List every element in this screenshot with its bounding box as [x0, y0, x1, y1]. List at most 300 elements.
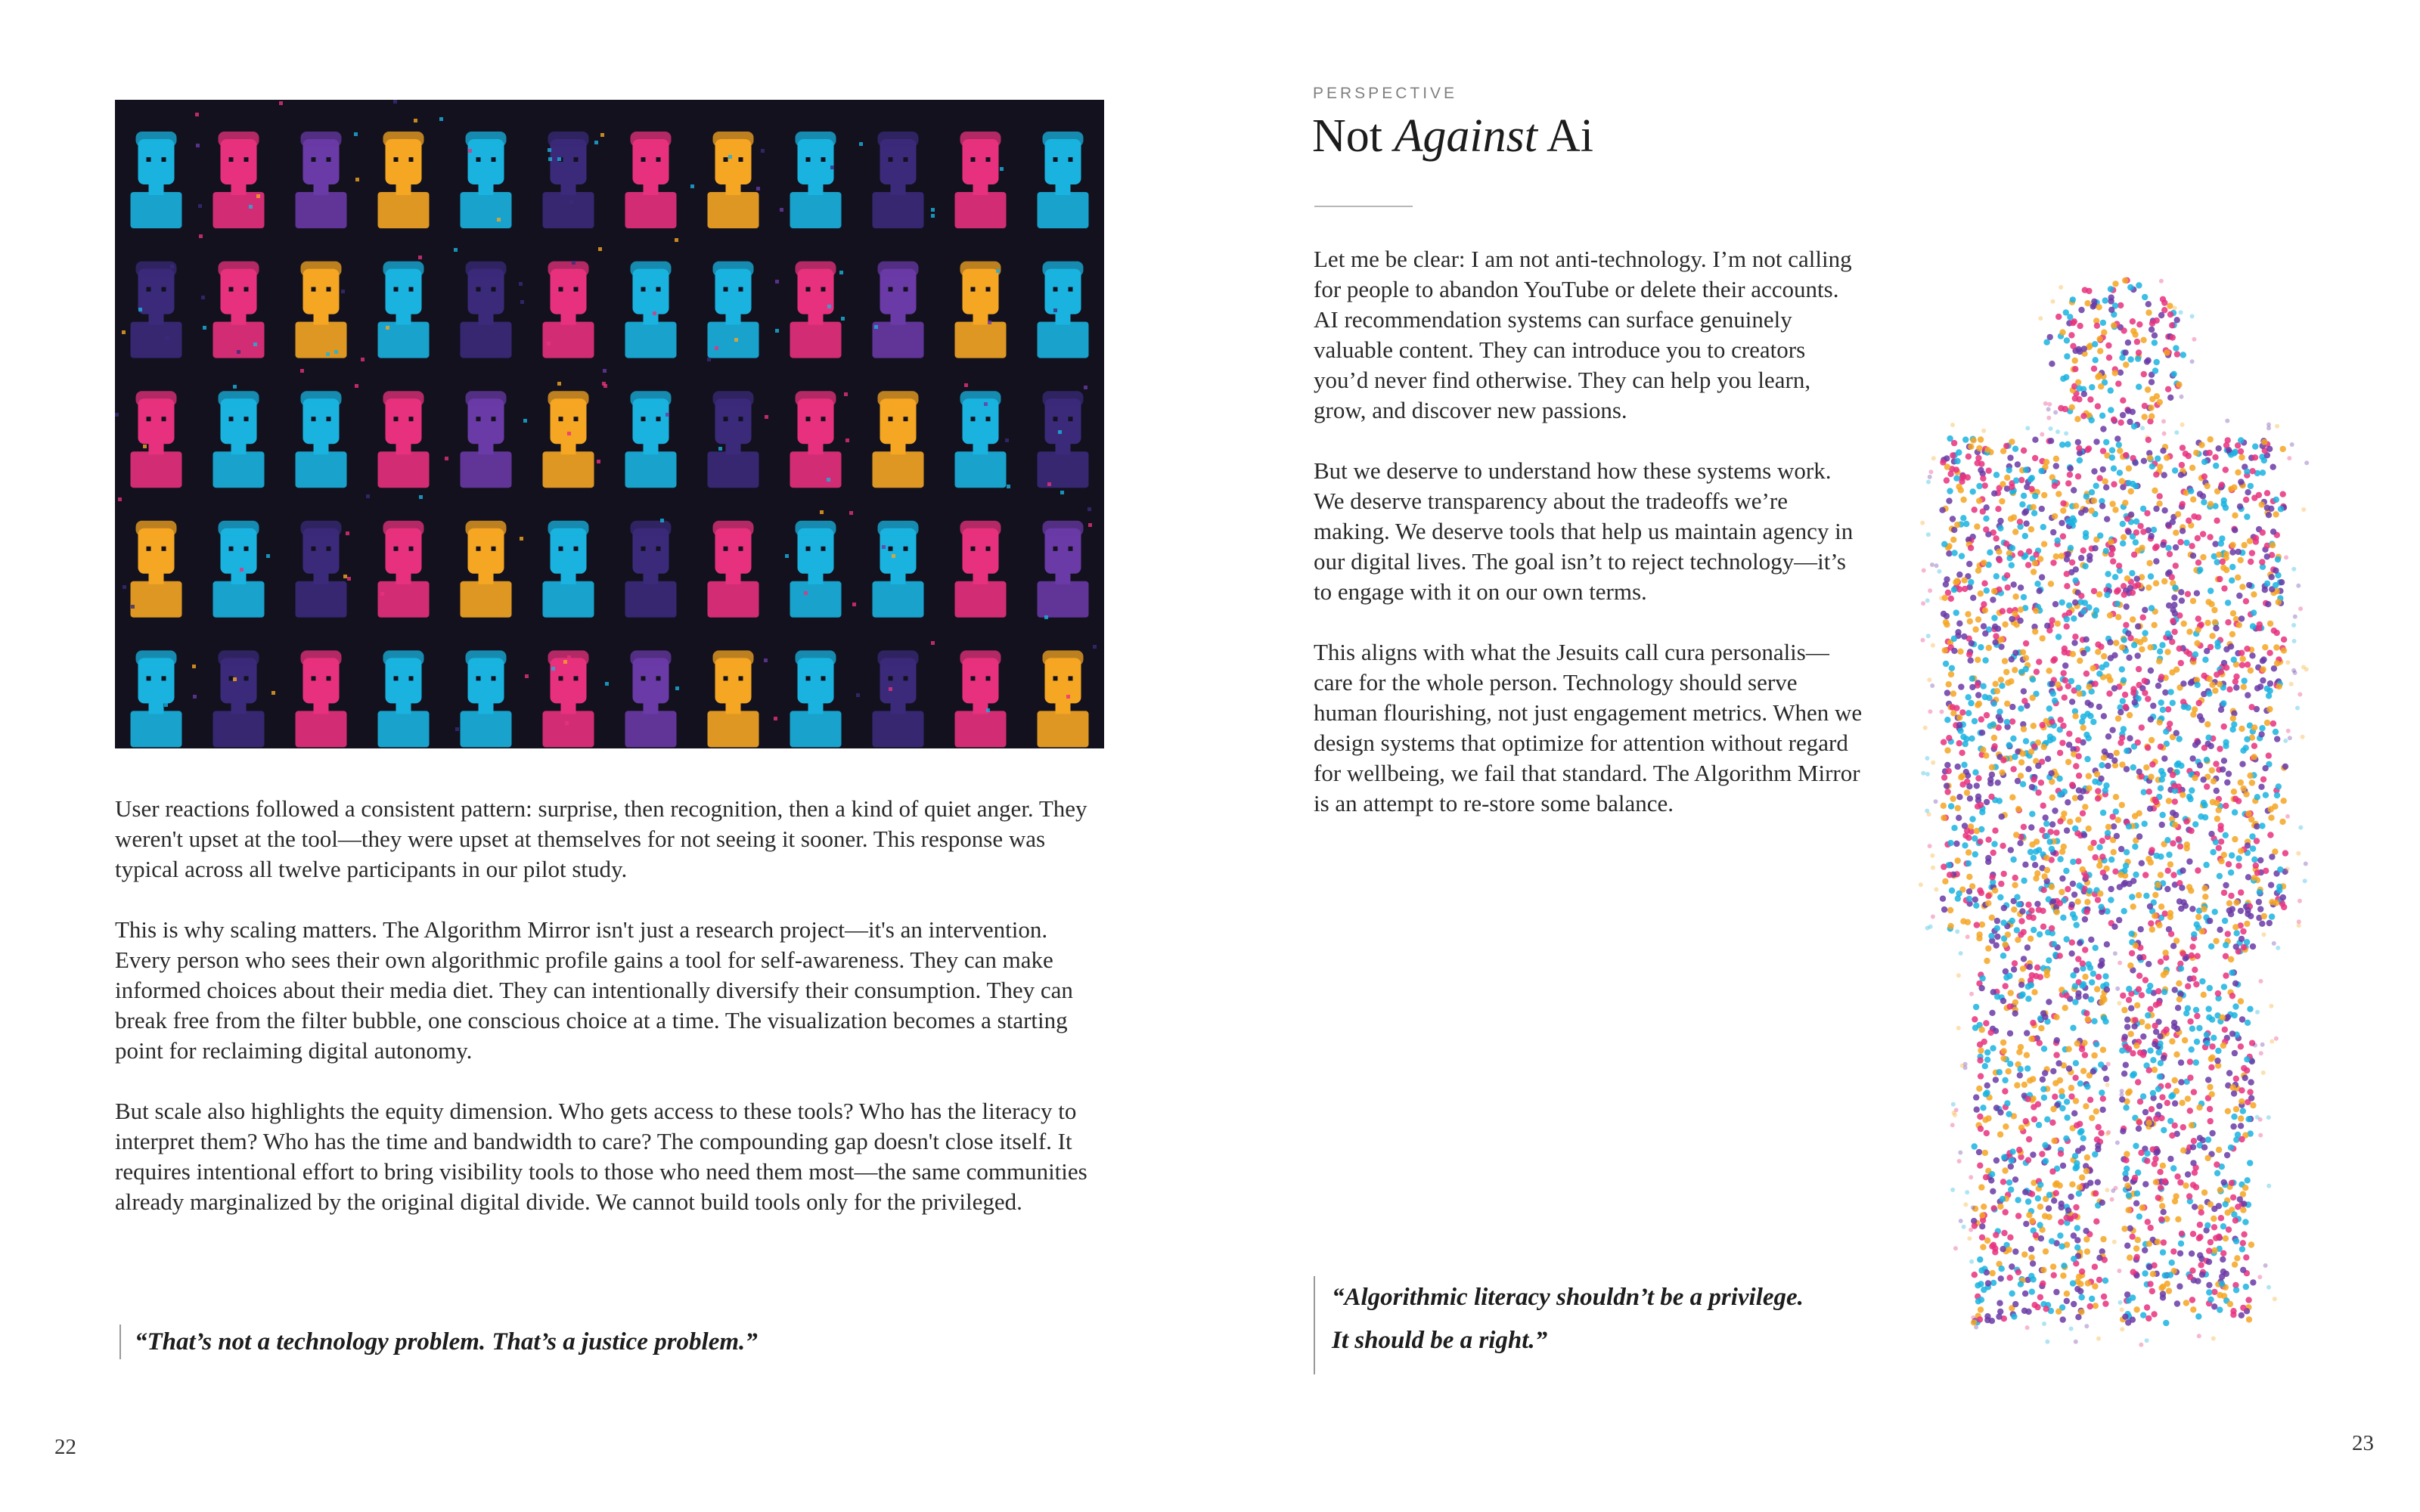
figure-dot	[2047, 733, 2053, 739]
figure-dot	[2142, 677, 2148, 683]
figure-dot	[2182, 1037, 2188, 1043]
figure-dot	[2118, 1300, 2123, 1305]
figure-dot	[2049, 1120, 2055, 1126]
figure-dot	[1942, 595, 1948, 601]
figure-dot	[2183, 818, 2189, 824]
figure-dot	[2189, 953, 2195, 959]
figure-dot	[2077, 457, 2083, 463]
figure-dot	[2160, 542, 2166, 548]
figure-dot	[2176, 981, 2182, 987]
figure-dot	[2089, 417, 2095, 423]
figure-dot	[2170, 840, 2176, 846]
figure-dot	[1966, 783, 1972, 789]
figure-dot	[2052, 513, 2058, 519]
figure-dot	[2043, 820, 2049, 826]
figure-dot	[2152, 1067, 2158, 1073]
figure-dot	[2190, 497, 2196, 503]
figure-dot	[2122, 500, 2128, 506]
figure-dot	[2064, 337, 2070, 343]
figure-dot	[2207, 450, 2213, 456]
figure-dot	[2208, 943, 2214, 950]
figure-dot	[2291, 668, 2296, 673]
figure-dot	[2036, 906, 2042, 912]
figure-dot	[2057, 1077, 2063, 1083]
figure-dot	[2050, 1106, 2056, 1112]
figure-dot	[2114, 435, 2121, 442]
avatar-portrait	[873, 391, 924, 488]
sparkle-dot	[603, 384, 607, 388]
figure-dot	[2295, 706, 2300, 711]
figure-dot	[2018, 918, 2024, 924]
left-paragraph-1: User reactions followed a consistent pattern: surprise, then recognition, then a kind of quiet anger. They weren't upset at the tool—they were upset at themselves for not seeing it sooner. This response was typical across all twelve participants in our pilot study.	[115, 795, 1087, 882]
avatar-portrait	[873, 521, 924, 618]
figure-dot	[1985, 1280, 1991, 1286]
figure-dot	[2016, 1147, 2022, 1153]
avatar-portrait	[955, 391, 1007, 488]
figure-dot	[2143, 764, 2149, 770]
figure-dot	[1981, 581, 1987, 587]
figure-dot	[2196, 1105, 2202, 1111]
figure-dot	[2153, 1002, 2159, 1008]
figure-dot	[1944, 782, 1950, 789]
figure-dot	[2008, 1187, 2014, 1193]
figure-dot	[2206, 1005, 2212, 1012]
figure-dot	[2172, 798, 2178, 804]
figure-dot	[2024, 1052, 2030, 1058]
figure-dot	[2218, 838, 2224, 844]
avatar-portrait	[790, 132, 842, 228]
figure-dot	[1982, 1063, 1988, 1069]
figure-dot	[2098, 1130, 2104, 1136]
figure-dot	[2138, 926, 2144, 932]
figure-dot	[2123, 1176, 2129, 1182]
figure-dot	[2148, 573, 2154, 579]
figure-dot	[2223, 942, 2229, 948]
figure-dot	[2052, 482, 2058, 488]
figure-dot	[1981, 429, 1986, 433]
figure-dot	[2209, 1130, 2215, 1136]
figure-dot	[2196, 1025, 2202, 1031]
figure-dot	[1959, 553, 1965, 559]
figure-dot	[2057, 1232, 2063, 1238]
figure-dot	[2163, 1320, 2169, 1326]
figure-dot	[2107, 639, 2113, 645]
figure-dot	[2072, 826, 2078, 832]
figure-dot	[2238, 1098, 2245, 1105]
figure-dot	[1977, 838, 1983, 844]
figure-dot	[2120, 1307, 2124, 1312]
figure-dot	[2194, 590, 2200, 596]
figure-dot	[2214, 800, 2220, 806]
figure-dot	[2220, 767, 2226, 773]
sparkle-dot	[931, 214, 935, 218]
figure-dot	[2077, 323, 2083, 329]
figure-dot	[2201, 800, 2207, 806]
figure-dot	[2248, 668, 2254, 674]
figure-dot	[2167, 720, 2173, 727]
figure-dot	[1972, 851, 1978, 857]
figure-dot	[1962, 1225, 1966, 1229]
figure-dot	[2304, 460, 2309, 465]
sparkle-dot	[660, 519, 664, 522]
figure-dot	[2108, 307, 2114, 313]
figure-dot	[2018, 993, 2024, 999]
figure-dot	[2040, 722, 2046, 728]
figure-dot	[2118, 370, 2124, 376]
figure-dot	[2005, 680, 2011, 686]
figure-dot	[2262, 765, 2268, 771]
figure-dot	[1991, 743, 1997, 749]
figure-dot	[1968, 579, 1974, 585]
figure-dot	[1995, 506, 2001, 512]
figure-dot	[2059, 1088, 2065, 1094]
figure-dot	[1965, 773, 1971, 779]
figure-dot	[2153, 506, 2159, 512]
figure-dot	[1983, 752, 1989, 758]
figure-dot	[2030, 1276, 2036, 1282]
avatar-portrait	[461, 132, 512, 228]
figure-dot	[2230, 610, 2236, 616]
figure-dot	[2207, 534, 2213, 540]
figure-dot	[1944, 576, 1950, 582]
figure-dot	[2167, 914, 2173, 920]
right-paragraph-3: This aligns with what the Jesuits call cura personalis—care for the whole person. Technology should serve human flourishing, not just engagement metrics. When we design systems that optimize for attention without regard for wellbeing, we fail that standard. The Algorithm Mirror is an attempt to re-store some balance.	[1314, 639, 1863, 816]
figure-dot	[2080, 810, 2086, 816]
figure-dot	[1956, 572, 1962, 578]
figure-dot	[2134, 1191, 2140, 1197]
figure-dot	[2198, 813, 2204, 820]
figure-dot	[2149, 761, 2155, 767]
figure-dot	[2049, 681, 2055, 687]
title-rule	[1314, 206, 1413, 207]
sparkle-dot	[820, 510, 824, 514]
figure-dot	[2238, 479, 2244, 485]
figure-dot	[2023, 738, 2029, 744]
figure-dot	[2185, 983, 2191, 989]
figure-dot	[2106, 1062, 2111, 1067]
figure-dot	[1930, 854, 1934, 858]
figure-dot	[2259, 501, 2265, 507]
figure-dot	[1955, 629, 1961, 635]
figure-dot	[1954, 522, 1960, 528]
figure-dot	[2086, 773, 2092, 779]
figure-dot	[2145, 1120, 2152, 1126]
figure-dot	[2197, 1334, 2201, 1338]
figure-dot	[2105, 571, 2111, 577]
figure-dot	[2009, 656, 2015, 662]
figure-dot	[2224, 779, 2230, 785]
sparkle-dot	[839, 271, 843, 274]
sparkle-dot	[249, 205, 253, 209]
figure-dot	[2214, 518, 2220, 524]
figure-dot	[2211, 1337, 2216, 1341]
figure-dot	[1998, 1275, 2004, 1281]
figure-dot	[2190, 553, 2196, 559]
figure-dot	[2173, 730, 2180, 736]
figure-dot	[2139, 724, 2145, 730]
figure-dot	[2140, 506, 2146, 512]
figure-dot	[2043, 1248, 2049, 1254]
figure-dot	[2087, 1097, 2093, 1103]
figure-dot	[2145, 696, 2151, 702]
figure-dot	[2172, 584, 2178, 590]
figure-dot	[2103, 1076, 2109, 1082]
figure-dot	[2190, 1306, 2196, 1312]
figure-dot	[2022, 1290, 2028, 1297]
figure-dot	[2095, 1146, 2101, 1152]
figure-dot	[2082, 804, 2088, 810]
figure-dot	[2030, 677, 2036, 683]
figure-dot	[2242, 1185, 2248, 1191]
figure-dot	[1974, 1107, 1980, 1113]
figure-dot	[2204, 1155, 2211, 1161]
figure-dot	[2075, 858, 2081, 864]
figure-dot	[2096, 1124, 2102, 1130]
figure-dot	[2102, 973, 2108, 979]
figure-dot	[2282, 850, 2288, 856]
figure-dot	[2132, 1017, 2138, 1023]
figure-dot	[2100, 810, 2106, 816]
figure-dot	[2054, 909, 2060, 915]
figure-dot	[2121, 1225, 2127, 1232]
figure-dot	[2245, 489, 2251, 495]
figure-dot	[2130, 1072, 2136, 1078]
figure-dot	[2066, 742, 2072, 748]
figure-dot	[2201, 992, 2207, 998]
figure-dot	[2063, 1215, 2069, 1221]
figure-dot	[2025, 562, 2031, 568]
figure-dot	[2007, 1030, 2013, 1036]
figure-dot	[2195, 615, 2201, 621]
figure-dot	[2149, 737, 2155, 743]
figure-dot	[1990, 1270, 1996, 1276]
figure-dot	[2061, 670, 2067, 676]
figure-dot	[1947, 471, 1953, 477]
figure-dot	[2065, 1046, 2071, 1052]
figure-dot	[2160, 1290, 2166, 1297]
figure-dot	[1962, 586, 1968, 592]
avatar-portrait	[708, 521, 759, 618]
figure-dot	[2028, 486, 2034, 492]
figure-dot	[2153, 1179, 2159, 1185]
figure-dot	[2260, 677, 2266, 683]
figure-dot	[2037, 1040, 2043, 1046]
figure-dot	[2103, 439, 2109, 445]
figure-dot	[2037, 931, 2043, 937]
figure-dot	[2110, 1198, 2114, 1202]
figure-dot	[2002, 1167, 2008, 1173]
figure-dot	[1957, 728, 1963, 734]
figure-dot	[2124, 1243, 2130, 1249]
figure-dot	[2099, 503, 2105, 509]
figure-dot	[2198, 1210, 2204, 1216]
sparkle-dot	[386, 326, 389, 330]
figure-dot	[1942, 647, 1948, 653]
figure-dot	[2173, 667, 2180, 673]
figure-dot	[2243, 598, 2249, 604]
figure-dot	[2012, 528, 2018, 534]
figure-dot	[2136, 321, 2142, 327]
figure-dot	[2131, 1023, 2137, 1029]
figure-dot	[2194, 1013, 2200, 1019]
figure-dot	[1963, 1202, 1968, 1207]
sparkle-dot	[715, 346, 718, 350]
figure-dot	[2136, 282, 2142, 288]
figure-dot	[2267, 621, 2273, 627]
figure-dot	[2130, 616, 2136, 622]
sparkle-dot	[366, 494, 370, 498]
figure-dot	[2075, 737, 2081, 743]
figure-dot	[2169, 1038, 2175, 1044]
figure-dot	[2103, 485, 2109, 491]
figure-dot	[2160, 448, 2166, 454]
figure-dot	[2018, 477, 2024, 483]
sparkle-dot	[166, 336, 169, 340]
figure-dot	[2077, 940, 2083, 946]
figure-dot	[2196, 1235, 2202, 1241]
figure-dot	[2245, 874, 2251, 880]
figure-dot	[2139, 1204, 2145, 1210]
figure-dot	[2122, 277, 2128, 284]
figure-dot	[2259, 725, 2265, 731]
figure-dot	[2070, 972, 2076, 978]
figure-dot	[2105, 1083, 2110, 1087]
figure-dot	[1965, 710, 1972, 716]
figure-dot	[2235, 549, 2242, 555]
figure-dot	[2091, 1052, 2097, 1058]
figure-dot	[2147, 455, 2153, 461]
figure-dot	[2017, 1072, 2023, 1078]
figure-dot	[1956, 714, 1962, 720]
figure-dot	[1973, 1094, 1979, 1100]
figure-dot	[2169, 1132, 2175, 1139]
figure-dot	[2112, 869, 2118, 875]
figure-dot	[2190, 359, 2195, 364]
figure-dot	[2133, 1306, 2139, 1312]
figure-dot	[2155, 455, 2161, 461]
figure-dot	[2010, 736, 2016, 742]
figure-dot	[2124, 1291, 2130, 1297]
figure-dot	[2058, 717, 2064, 723]
figure-dot	[2050, 1263, 2056, 1269]
figure-dot	[2100, 466, 2106, 472]
sparkle-dot	[845, 438, 849, 442]
figure-dot	[2141, 458, 2147, 464]
figure-dot	[2086, 553, 2093, 559]
figure-dot	[2043, 1158, 2049, 1164]
figure-dot	[1983, 526, 1989, 532]
figure-dot	[2115, 817, 2121, 823]
figure-dot	[2175, 1005, 2181, 1011]
figure-dot	[2083, 1103, 2089, 1109]
figure-dot	[2060, 1316, 2066, 1322]
figure-dot	[2043, 339, 2049, 345]
figure-dot	[1981, 683, 1987, 689]
avatar-portrait	[378, 391, 430, 488]
figure-dot	[2144, 1157, 2150, 1163]
figure-dot	[2232, 513, 2238, 519]
figure-dot	[2250, 623, 2256, 629]
figure-dot	[2077, 1129, 2083, 1136]
figure-dot	[2190, 1144, 2196, 1150]
figure-dot	[2285, 866, 2290, 871]
figure-dot	[1978, 1126, 1984, 1132]
figure-dot	[2059, 889, 2065, 895]
figure-dot	[1931, 456, 1936, 460]
figure-dot	[2123, 1062, 2129, 1068]
figure-dot	[2259, 921, 2265, 927]
figure-dot	[1944, 762, 1950, 768]
figure-dot	[2278, 506, 2284, 512]
figure-dot	[2125, 407, 2131, 414]
figure-dot	[2191, 513, 2197, 519]
figure-dot	[2116, 442, 2122, 448]
figure-dot	[2210, 849, 2216, 855]
figure-dot	[1978, 802, 1984, 808]
avatar-portrait	[1038, 391, 1089, 488]
figure-dot	[1982, 482, 1988, 488]
figure-dot	[2180, 395, 2184, 399]
sparkle-dot	[852, 603, 856, 606]
figure-dot	[1978, 716, 1984, 722]
figure-dot	[2071, 487, 2077, 493]
figure-dot	[1986, 645, 1992, 651]
figure-dot	[2166, 798, 2172, 804]
figure-dot	[2074, 1244, 2080, 1250]
figure-dot	[2207, 1201, 2214, 1207]
figure-dot	[2193, 1059, 2199, 1065]
figure-dot	[2218, 1215, 2224, 1221]
avatar-portrait	[378, 650, 430, 747]
sparkle-dot	[237, 350, 240, 354]
figure-dot	[2074, 1340, 2078, 1344]
figure-dot	[2052, 1094, 2058, 1100]
figure-dot	[2180, 352, 2186, 358]
avatar-portrait	[1038, 521, 1089, 618]
figure-dot	[2123, 361, 2129, 367]
figure-dot	[2260, 469, 2266, 476]
figure-dot	[2252, 454, 2258, 460]
figure-dot	[2269, 899, 2275, 905]
figure-dot	[1930, 562, 1934, 567]
figure-dot	[2089, 1296, 2095, 1302]
figure-dot	[2125, 631, 2131, 637]
figure-dot	[1981, 601, 1987, 607]
figure-dot	[2201, 473, 2207, 479]
figure-dot	[2270, 542, 2276, 548]
sparkle-dot	[266, 554, 270, 558]
figure-dot	[1993, 1077, 1999, 1083]
figure-dot	[2267, 680, 2273, 686]
figure-dot	[2101, 330, 2107, 336]
figure-dot	[1990, 850, 1996, 856]
figure-dot	[2222, 918, 2228, 924]
figure-dot	[2136, 973, 2142, 979]
figure-dot	[2226, 1226, 2232, 1232]
right-pull-quote-line-1: “Algorithmic literacy shouldn’t be a privilege.	[1332, 1284, 1804, 1311]
figure-dot	[2190, 1160, 2196, 1166]
figure-dot	[2262, 644, 2268, 650]
figure-dot	[2233, 684, 2239, 690]
figure-dot	[2266, 706, 2273, 712]
figure-dot	[2164, 1100, 2170, 1106]
figure-dot	[2123, 622, 2129, 628]
figure-dot	[2098, 383, 2104, 389]
figure-dot	[1976, 497, 1982, 503]
figure-dot	[2009, 1157, 2015, 1163]
figure-dot	[2225, 600, 2231, 606]
figure-dot	[2232, 1003, 2238, 1009]
